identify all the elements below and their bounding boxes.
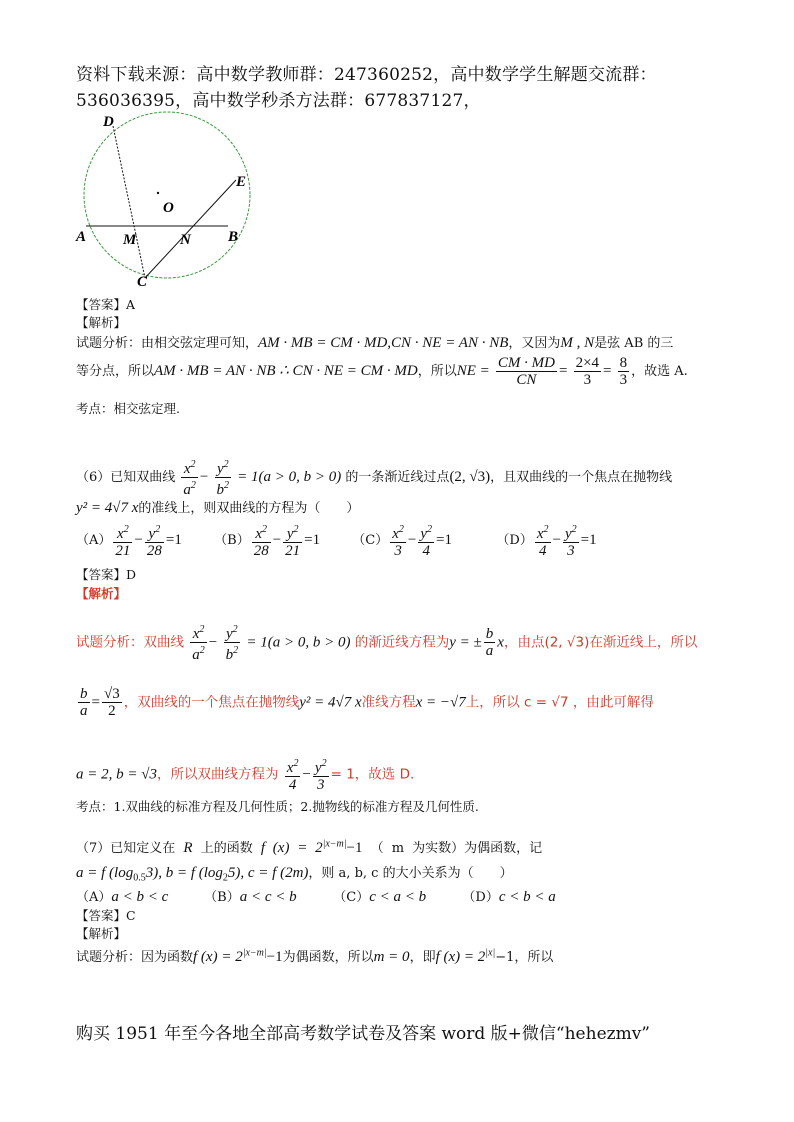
denominator: 28 [253, 543, 269, 559]
q5-answer: 【答案】A [76, 297, 136, 312]
option-label: （C） [352, 533, 389, 548]
text: ，故选 A. [631, 364, 688, 379]
fraction [215, 457, 232, 498]
fraction [618, 355, 630, 388]
math: AM · MB = CM · MD,CN · NE = AN · NB [258, 335, 509, 351]
q7-analysis-line [76, 946, 553, 966]
minus: − [134, 532, 143, 548]
numerator: b [80, 686, 88, 702]
text: ，双曲线的一个焦点在抛物线 [123, 694, 300, 711]
numerator: $y^2$ [565, 524, 577, 542]
option-d [462, 886, 555, 906]
denominator: 28 [146, 543, 162, 559]
denominator: $b^2$ [225, 645, 239, 663]
label-o: O [163, 200, 174, 216]
chord-ce [145, 180, 239, 278]
option-c [333, 886, 458, 906]
text: （ m 为实数）为偶函数，记 [370, 841, 543, 856]
option-c [352, 522, 492, 559]
numerator: $x^2$ [286, 758, 299, 776]
equals: = [558, 363, 568, 379]
math: f (x) = 2 [193, 949, 243, 965]
label-c: C [137, 274, 148, 290]
numerator: $x^2$ [113, 522, 132, 543]
log-base: 0.5 [133, 872, 146, 884]
text: 上，所以 c = √7 ，由此可解得 [465, 694, 654, 711]
label-n: N [180, 232, 191, 248]
option-label: （A） [76, 533, 112, 548]
math: 5), c = f (2m) [227, 865, 309, 881]
math: a = f (log [76, 865, 134, 881]
option-label: （B） [204, 890, 240, 905]
fraction [484, 626, 496, 659]
fraction [224, 622, 241, 663]
q7-answer: 【答案】C [76, 908, 136, 923]
math: (2, √3) [449, 469, 491, 485]
text: 准线方程 [361, 694, 416, 711]
denominator: 4 [538, 543, 547, 559]
text: 试题分析：由相交弦定理可知， [76, 336, 259, 351]
label-e: E [236, 174, 247, 190]
label-m: M [123, 232, 137, 248]
q6-analysis-heading: 【解析】 [76, 586, 127, 601]
q5-analysis-line-1 [76, 332, 673, 352]
text: 的准线上，则双曲线的方程为（ ） [138, 501, 360, 516]
math: = 1(a > 0, b > 0) [237, 469, 342, 485]
option-label: （A） [76, 890, 112, 905]
minus: − [208, 634, 218, 651]
denominator: a [485, 643, 494, 659]
numerator: $y^2$ [420, 524, 433, 542]
fraction [145, 522, 164, 559]
q6-red-line-2 [76, 686, 654, 719]
q7-stem-line-2 [76, 862, 513, 884]
label-b: B [228, 229, 239, 245]
numerator: CM · MD [497, 355, 555, 371]
q7-analysis-heading: 【解析】 [76, 926, 127, 941]
denominator: a [80, 703, 88, 719]
option-b [214, 522, 348, 559]
fraction [574, 355, 601, 388]
option-b [204, 886, 329, 906]
text: 等分点，所以 [76, 364, 155, 379]
text: 试题分析：因为函数 [76, 950, 194, 965]
option-a [76, 522, 210, 559]
equals: = [91, 694, 100, 711]
denominator: 4 [288, 777, 297, 793]
exponent: |x−m| [242, 947, 267, 959]
minus: − [552, 532, 561, 548]
q6-answer: 【答案】D [76, 567, 137, 582]
math: y = ± [449, 634, 482, 651]
option-label: （D） [496, 533, 533, 548]
denominator: $a^2$ [183, 480, 196, 498]
option-a [76, 886, 200, 906]
q6-kaodian: 考点：1.双曲线的标准方程及几何性质；2.抛物线的标准方程及几何性质. [76, 799, 479, 814]
denominator: 3 [619, 372, 628, 388]
numerator: $x^2$ [536, 524, 549, 542]
fraction [535, 522, 551, 559]
math: R [183, 840, 193, 856]
numerator: $x^2$ [190, 622, 207, 643]
center-point [157, 192, 159, 194]
exponent: |x−m| [322, 838, 347, 850]
text: 的一条渐近线过点 [345, 470, 450, 485]
math: y² = 4√7 x [299, 694, 362, 711]
numerator: $y^2$ [224, 622, 241, 643]
equals: = [603, 363, 612, 379]
q5-kaodian: 考点：相交弦定理. [76, 401, 180, 416]
fraction [181, 457, 198, 498]
option-expr: c < b < a [498, 889, 556, 905]
option-expr: a < b < c [111, 889, 169, 905]
denominator: CN [516, 372, 537, 388]
text: （6）已知双曲线 [76, 470, 176, 485]
fraction [102, 686, 122, 719]
math: = 1(a > 0, b > 0) [246, 634, 351, 651]
text: 试题分析：双曲线 [76, 634, 184, 651]
fraction [285, 756, 301, 793]
math: a = 2, b = √3 [76, 766, 157, 783]
fraction [113, 522, 132, 559]
denominator: $b^2$ [216, 480, 230, 498]
exponent: |x| [485, 947, 496, 959]
math: x = −√7 [415, 694, 466, 711]
denominator: 4 [422, 543, 430, 559]
math: −1 [346, 840, 363, 856]
option-label: （C） [333, 890, 370, 905]
text: 的渐近线方程为 [354, 634, 450, 651]
numerator: 2×4 [575, 355, 600, 371]
text: = 1，故选 D. [330, 766, 415, 783]
denominator: 3 [317, 777, 325, 793]
minus: − [302, 766, 311, 783]
q7-options [76, 886, 556, 906]
denominator: $a^2$ [192, 645, 205, 663]
fraction [496, 355, 557, 388]
fraction [190, 622, 207, 663]
denominator: 21 [115, 543, 131, 559]
math: AM · MB = AN · NB ∴ CN · NE = CM · MD [154, 363, 418, 379]
q6-red-line-3 [76, 756, 414, 793]
q5-analysis-line-2 [76, 355, 688, 388]
minus: − [199, 469, 209, 485]
denominator: 3 [567, 543, 575, 559]
fraction [283, 522, 302, 559]
q6-options [76, 522, 597, 559]
math: x [497, 634, 504, 651]
label-a: A [76, 229, 87, 245]
math: M , N [560, 335, 595, 351]
numerator: $x^2$ [392, 524, 404, 542]
text: 为偶函数，所以 [282, 950, 374, 965]
text: ，由点(2, √3)在渐近线上，所以 [503, 634, 698, 651]
log-base: 2 [222, 872, 228, 884]
equals-one: =1 [436, 532, 453, 548]
numerator: $y^2$ [314, 758, 327, 776]
text: 上的函数 [200, 841, 253, 856]
q5-analysis-heading: 【解析】 [76, 315, 127, 330]
numerator: $x^2$ [181, 457, 198, 478]
numerator: 8 [619, 355, 628, 371]
math: f (x) = 2 [435, 949, 486, 965]
numerator: $x^2$ [252, 522, 271, 543]
math: m = 0 [373, 949, 410, 965]
equals-one: =1 [580, 532, 597, 548]
circle [84, 112, 250, 278]
text: ，所以 [417, 364, 457, 379]
circle-figure [70, 108, 270, 293]
equals-one: =1 [165, 532, 182, 548]
fraction [390, 522, 406, 559]
text: ，所以双曲线方程为 [156, 766, 279, 783]
q6-stem-line-2 [76, 497, 359, 517]
numerator: $y^2$ [283, 522, 302, 543]
equals-one: =1 [304, 532, 321, 548]
q6-stem-line-1 [76, 457, 672, 498]
denominator: 2 [108, 703, 116, 719]
denominator: 21 [285, 543, 301, 559]
option-label: （D） [462, 890, 499, 905]
minus: − [407, 532, 417, 548]
option-d [496, 522, 596, 559]
numerator: √3 [103, 686, 120, 702]
text: ，即 [409, 950, 436, 965]
label-d: D [103, 114, 114, 130]
fraction [418, 522, 434, 559]
fraction [313, 756, 329, 793]
denominator: 3 [583, 372, 592, 388]
option-expr: c < a < b [369, 889, 427, 905]
chord-dc [113, 126, 145, 278]
text: −1，所以 [495, 950, 554, 965]
numerator: b [485, 626, 494, 642]
q7-stem-line-1 [76, 837, 542, 857]
q6-red-line-1 [76, 622, 697, 663]
numerator: $y^2$ [215, 457, 232, 478]
fraction [252, 522, 271, 559]
header-line-1: 资料下载来源：高中数学教师群：247360252，高中数学学生解题交流群： [76, 65, 657, 85]
math: y² = 4√7 x [76, 500, 139, 516]
math: NE = [456, 363, 490, 379]
text: 是弦 AB 的三 [594, 336, 674, 351]
math: 3), b = f (log [145, 865, 223, 881]
fraction [78, 686, 90, 719]
header-line-2: 536036395，高中数学秒杀方法群：677837127， [76, 91, 481, 111]
math: f (x) = 2 [260, 840, 323, 856]
numerator: $y^2$ [145, 522, 164, 543]
option-label: （B） [214, 533, 250, 548]
text: （7）已知定义在 [76, 841, 176, 856]
text: ，则 a, b, c 的大小关系为（ ） [308, 866, 513, 881]
footer-note: 购买 1951 年至今各地全部高考数学试卷及答案 word 版+微信“hehezmv” [76, 1024, 650, 1044]
text: ，又因为 [508, 336, 561, 351]
fraction [563, 522, 579, 559]
math: −1 [266, 949, 283, 965]
option-expr: a < c < b [239, 889, 297, 905]
minus: − [272, 532, 282, 548]
denominator: 3 [394, 543, 402, 559]
text: ，且双曲线的一个焦点在抛物线 [490, 470, 673, 485]
